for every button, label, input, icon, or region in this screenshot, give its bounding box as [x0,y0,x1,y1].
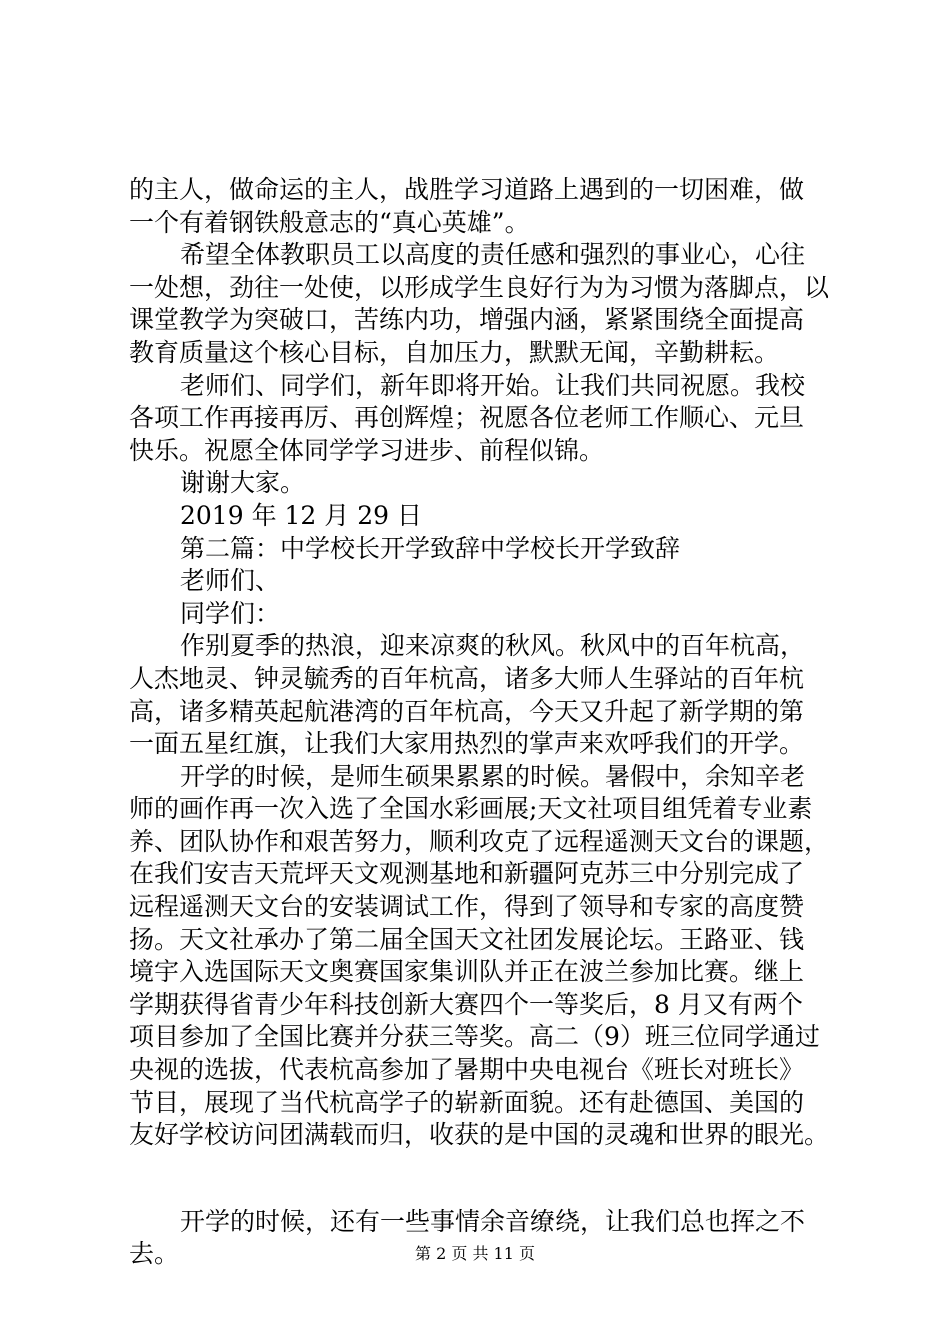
text-line: 扬。天文社承办了第二届全国天文社团发展论坛。王路亚、钱 [129,924,805,954]
text-line: 项目参加了全国比赛并分获三等奖。高二（9）班三位同学通过 [129,1022,820,1052]
text-line: 高，诸多精英起航港湾的百年杭高，今天又升起了新学期的第 [129,696,805,726]
document-body [129,174,861,1271]
salutation-teachers: 老师们、 [180,566,281,596]
text-line: 一个有着钢铁般意志的“真心英雄”。 [129,207,530,237]
text-line: 去。 [129,1239,180,1269]
text-line: 一面五星红旗，让我们大家用热烈的掌声来欢呼我们的开学。 [129,729,805,759]
paragraph-gap [129,1152,861,1206]
text-line: 快乐。祝愿全体同学学习进步、前程似锦。 [129,435,605,465]
text-line: 各项工作再接再厉、再创辉煌；祝愿各位老师工作顺心、元旦 [129,403,805,433]
text-line: 境宇入选国际天文奥赛国家集训队并正在波兰参加比赛。继上 [129,957,805,987]
text-line: 课堂教学为突破口，苦练内功，增强内涵，紧紧围绕全面提高 [129,305,805,335]
text-line: 教育质量这个核心目标，自加压力，默默无闻，辛勤耕耘。 [129,337,780,367]
text-line: 远程遥测天文台的安装调试工作，得到了领导和专家的高度赞 [129,892,805,922]
closing-thanks: 谢谢大家。 [180,468,306,498]
page-number-footer: 第 2 页 共 11 页 [415,1244,535,1263]
paragraph-start: 作别夏季的热浪，迎来凉爽的秋风。秋风中的百年杭高， [180,631,806,661]
paragraph-start: 老师们、同学们，新年即将开始。让我们共同祝愿。我校 [180,370,806,400]
date-line: 2019 年 12 月 29 日 [180,500,422,530]
text-line: 养、团队协作和艰苦努力，顺利攻克了远程遥测天文台的课题， [129,826,830,856]
paragraph-start: 希望全体教职员工以高度的责任感和强烈的事业心，心往 [180,240,806,270]
section-title: 第二篇：中学校长开学致辞中学校长开学致辞 [180,533,681,563]
salutation-students: 同学们： [180,598,281,628]
text-line: 在我们安吉天荒坪天文观测基地和新疆阿克苏三中分别完成了 [129,859,805,889]
text-line: 友好学校访问团满载而归，收获的是中国的灵魂和世界的眼光。 [129,1120,830,1150]
text-line: 学期获得省青少年科技创新大赛四个一等奖后，8 月又有两个 [129,989,803,1019]
text-line: 师的画作再一次入选了全国水彩画展;天文社项目组凭着专业素 [129,794,813,824]
paragraph-start: 开学的时候，是师生硕果累累的时候。暑假中，余知辛老 [180,761,806,791]
text-line: 一处想，劲往一处使，以形成学生良好行为为习惯为落脚点，以 [129,272,830,302]
text-line: 人杰地灵、钟灵毓秀的百年杭高，诸多大师人生驿站的百年杭 [129,663,805,693]
text-line: 的主人，做命运的主人，战胜学习道路上遇到的一切困难，做 [129,175,805,204]
paragraph-start: 开学的时候，还有一些事情余音缭绕，让我们总也挥之不 [180,1206,806,1236]
text-line: 节目，展现了当代杭高学子的崭新面貌。还有赴德国、美国的 [129,1087,805,1117]
text-line: 央视的选拔，代表杭高参加了暑期中央电视台《班长对班长》 [129,1055,805,1085]
